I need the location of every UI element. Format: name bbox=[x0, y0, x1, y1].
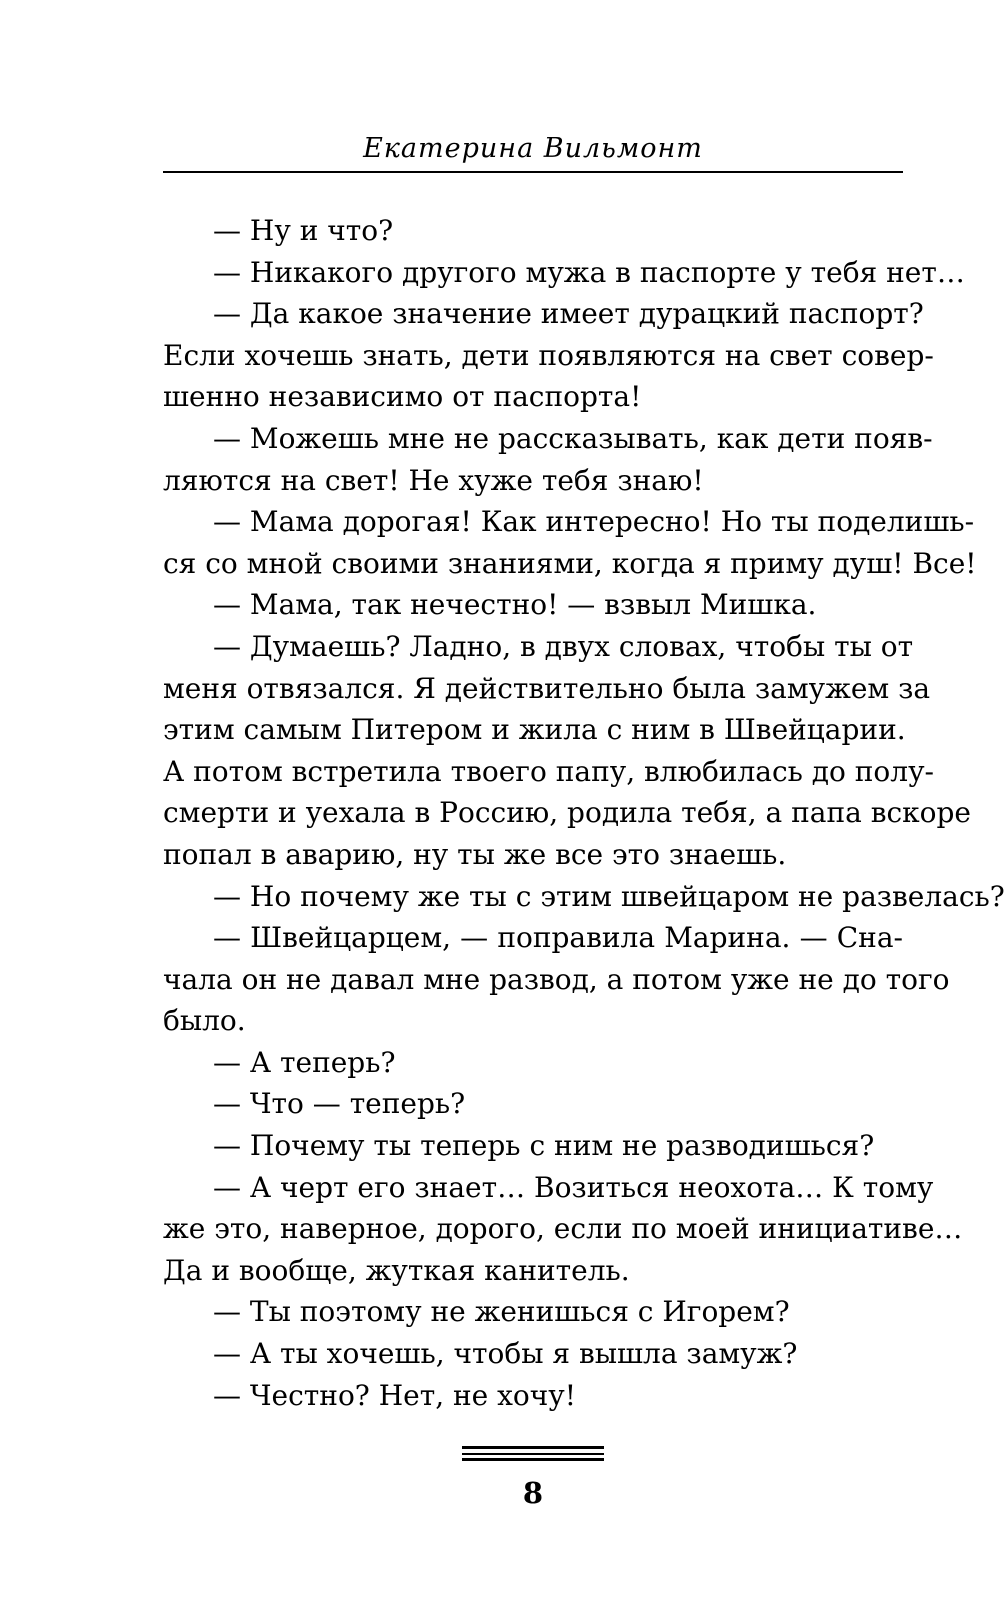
page-body bbox=[163, 210, 1005, 1416]
text-line: — Никакого другого мужа в паспорте у тебя нет… bbox=[213, 255, 965, 289]
footer-rule bbox=[462, 1458, 604, 1461]
text-line: — А теперь? bbox=[213, 1045, 396, 1079]
text-line: — Мама дорогая! Как интересно! Но ты поделишь- bbox=[213, 505, 975, 539]
text-line: меня отвязался. Я действительно была замужем за bbox=[163, 671, 931, 705]
text-line: — Ты поэтому не женишься с Игорем? bbox=[213, 1295, 790, 1329]
text-line: же это, наверное, дорого, если по моей инициативе… bbox=[163, 1212, 963, 1246]
text-line: — А ты хочешь, чтобы я вышла замуж? bbox=[213, 1337, 798, 1371]
text-line: — Да какое значение имеет дурацкий паспорт? bbox=[213, 297, 924, 331]
footer-rule bbox=[462, 1446, 604, 1449]
text-line: чала он не давал мне развод, а потом уже не до того bbox=[163, 962, 950, 996]
text-line: Да и вообще, жуткая канитель. bbox=[163, 1253, 630, 1287]
text-line: Если хочешь знать, дети появляются на свет совер- bbox=[163, 338, 934, 372]
text-line: — Мама, так нечестно! — взвыл Мишка. bbox=[213, 588, 817, 622]
text-line: ся со мной своими знаниями, когда я приму душ! Все! bbox=[163, 546, 977, 580]
page-number: 8 bbox=[522, 1476, 544, 1510]
text-line: — Но почему же ты с этим швейцаром не развелась? bbox=[213, 879, 1005, 913]
text-line: А потом встретила твоего папу, влюбилась до полу- bbox=[163, 754, 935, 788]
text-line: ляются на свет! Не хуже тебя знаю! bbox=[163, 463, 704, 497]
text-line: — Что — теперь? bbox=[213, 1087, 466, 1121]
text-line: было. bbox=[163, 1004, 246, 1038]
text-line: — Швейцарцем, — поправила Марина. — Сна- bbox=[213, 921, 903, 955]
text-line: попал в аварию, ну ты же все это знаешь. bbox=[163, 837, 787, 871]
text-line: — Думаешь? Ладно, в двух словах, чтобы ты от bbox=[213, 629, 914, 663]
footer-rule bbox=[462, 1453, 604, 1455]
text-line: шенно независимо от паспорта! bbox=[163, 380, 642, 414]
header-rule bbox=[163, 171, 903, 173]
text-line: смерти и уехала в Россию, родила тебя, а папа вскоре bbox=[163, 796, 971, 830]
text-line: — Почему ты теперь с ним не разводишься? bbox=[213, 1129, 875, 1163]
running-header-author: Екатерина Вильмонт bbox=[363, 133, 703, 164]
text-line: — Честно? Нет, не хочу! bbox=[213, 1378, 577, 1412]
text-line: — Можешь мне не рассказывать, как дети появ- bbox=[213, 421, 933, 455]
text-line: — Ну и что? bbox=[213, 214, 394, 247]
text-line: — А черт его знает… Возиться неохота… К тому bbox=[213, 1170, 934, 1204]
text-line: этим самым Питером и жила с ним в Швейцарии. bbox=[163, 713, 906, 747]
